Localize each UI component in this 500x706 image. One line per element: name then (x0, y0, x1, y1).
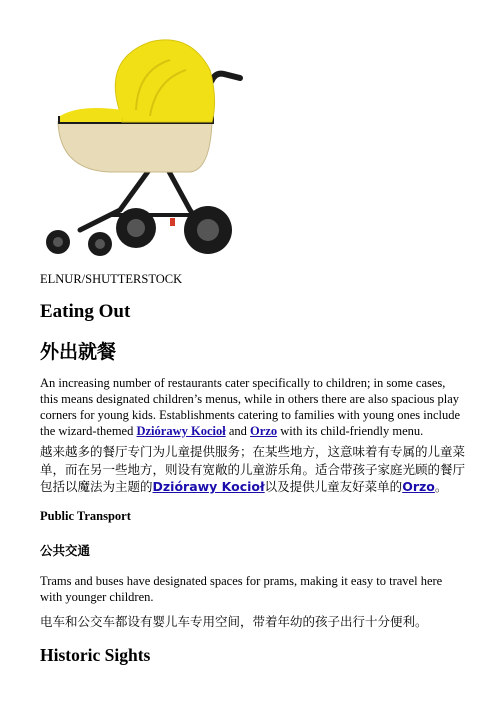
paragraph-public-transport-en: Trams and buses have designated spaces for prams, making it easy to travel here with younger children. (40, 574, 443, 604)
link-orzo-zh[interactable]: Orzo (402, 479, 435, 494)
stroller-photo (40, 30, 250, 270)
paragraph-text: 以及提供儿童友好菜单的 (264, 479, 403, 494)
photo-credit: ELNUR/SHUTTERSTOCK (40, 272, 183, 286)
heading-eating-out-zh: 外出就餐 (40, 341, 117, 363)
paragraph-text: and (225, 424, 251, 438)
paragraph-eating-out-zh (40, 443, 465, 496)
heading-eating-out-en: Eating Out (40, 301, 131, 322)
paragraph-text: An increasing number of restaurants cater specifically to children; in some cases, this means designated children’s menus, while in others there are also spacious play corners for young kids. Establishments catering to families with young ones include the wizard-themed (40, 376, 461, 438)
heading-historic-sights-en: Historic Sights (40, 645, 151, 665)
heading-public-transport-en: Public Transport (40, 509, 131, 523)
paragraph-text: 。 (434, 479, 448, 494)
paragraph-public-transport-zh: 电车和公交车都设有婴儿车专用空间，带着年幼的孩子出行十分便利。 (40, 614, 428, 629)
link-dziorawy-kociol-zh[interactable]: Dziórawy Kocioł (152, 479, 265, 494)
link-dziorawy-kociol[interactable]: Dziórawy Kocioł (136, 424, 226, 438)
paragraph-text: with its child-friendly menu. (277, 424, 424, 438)
heading-public-transport-zh: 公共交通 (40, 543, 91, 558)
link-orzo[interactable]: Orzo (250, 424, 278, 438)
paragraph-text: 越来越多的餐厅专门为儿童提供服务；在某些地方，这意味着有专属的儿童菜单，而在另一些地方，则设有宽敞的儿童游乐角。适合带孩子家庭光顾的餐厅包括以魔法为主题的 (40, 444, 466, 494)
paragraph-eating-out-en (40, 375, 465, 439)
